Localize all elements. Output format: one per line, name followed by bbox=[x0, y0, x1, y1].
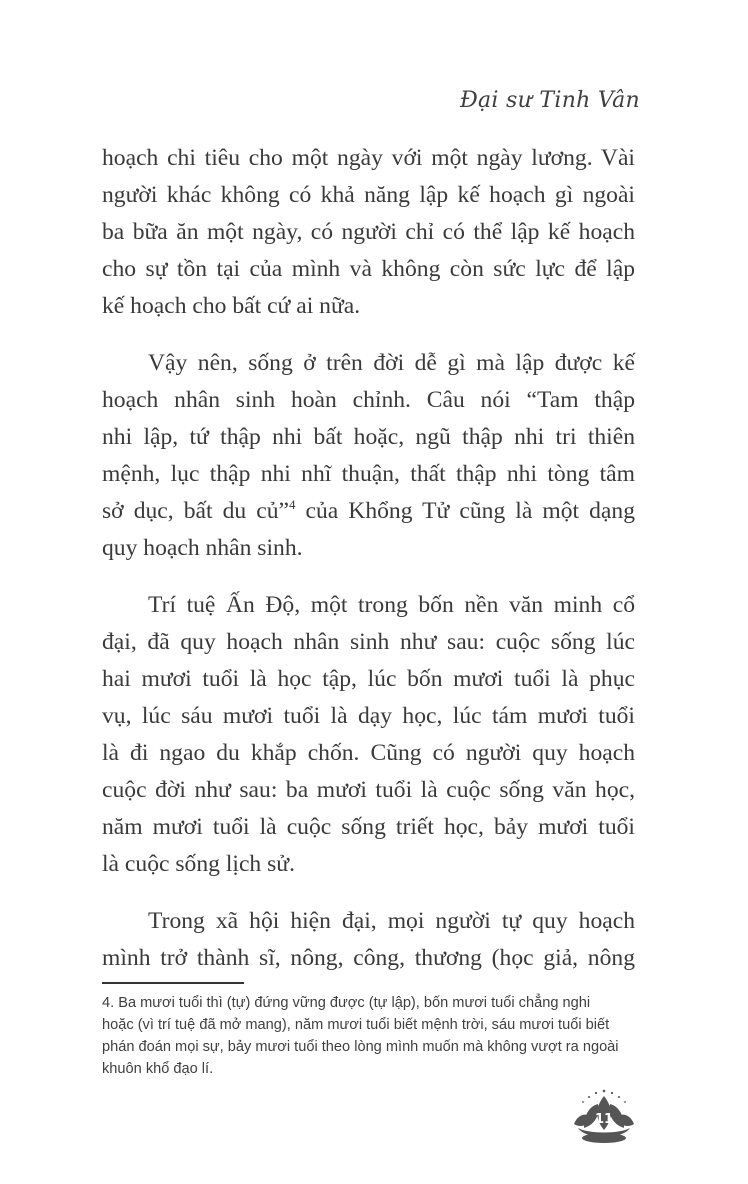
text-line: là cuộc sống lịch sử. bbox=[102, 851, 295, 877]
text-line: hoạch nhân sinh hoàn chỉnh. Câu nói “Tam thập bbox=[102, 387, 635, 413]
text-line: quy hoạch nhân sinh. bbox=[102, 535, 303, 561]
text-line: cho sự tồn tại của mình và không còn sức lực để lập bbox=[102, 256, 635, 282]
footnote-line: 4. Ba mươi tuổi thì (tự) đứng vững được (tự lập), bốn mươi tuổi chẳng nghi bbox=[102, 995, 591, 1011]
paragraph-2 bbox=[102, 345, 635, 567]
text-line: năm mươi tuổi là cuộc sống triết học, bảy mươi tuổi bbox=[102, 814, 635, 840]
text-line: Trí tuệ Ấn Độ, một trong bốn nền văn minh cổ bbox=[148, 592, 635, 618]
text-line: ba bữa ăn một ngày, có người chỉ có thể lập kế hoạch bbox=[102, 219, 635, 245]
footnote-line: khuôn khổ đạo lí. bbox=[102, 1061, 214, 1077]
paragraph-3 bbox=[102, 587, 635, 883]
footnote-line: hoặc (vì trí tuệ đã mở mang), năm mươi tuổi biết mệnh trời, sáu mươi tuổi biết bbox=[102, 1017, 610, 1033]
footnote bbox=[102, 992, 642, 1080]
text-line: người khác không có khả năng lập kế hoạch gì ngoài bbox=[102, 182, 635, 208]
text-line: hoạch chi tiêu cho một ngày với một ngày lương. Vài bbox=[102, 145, 635, 171]
text-line: mệnh, lục thập nhi nhĩ thuận, thất thập nhi tòng tâm bbox=[102, 461, 635, 487]
text-line: mình trở thành sĩ, nông, công, thương (học giả, nông bbox=[102, 945, 635, 971]
running-head: Đại sư Tinh Vân bbox=[459, 88, 640, 113]
footnote-reference: 4 bbox=[288, 497, 296, 513]
text-line: đại, đã quy hoạch nhân sinh như sau: cuộc sống lúc bbox=[102, 629, 635, 655]
paragraph-4 bbox=[102, 903, 635, 977]
footnote-divider bbox=[102, 982, 244, 984]
text-fragment: sở dục, bất du củ” bbox=[102, 498, 289, 524]
text-line: kế hoạch cho bất cứ ai nữa. bbox=[102, 293, 361, 319]
text-line: Trong xã hội hiện đại, mọi người tự quy hoạch bbox=[148, 908, 635, 934]
text-line: vụ, lúc sáu mươi tuổi là dạy học, lúc tám mươi tuổi bbox=[102, 703, 635, 729]
footnote-line: phán đoán mọi sự, bảy mươi tuổi theo lòng mình muốn mà không vượt ra ngoài bbox=[102, 1039, 619, 1055]
text-line: là đi ngao du khắp chốn. Cũng có người quy hoạch bbox=[102, 740, 635, 766]
paragraph-1 bbox=[102, 140, 635, 325]
text-fragment: của Khổng Tử cũng là một dạng bbox=[295, 498, 635, 524]
text-line-with-footnote bbox=[102, 493, 635, 530]
text-line: hai mươi tuổi là học tập, lúc bốn mươi tuổi là phục bbox=[102, 666, 635, 692]
page-number: 11 bbox=[594, 1112, 614, 1127]
text-line: Vậy nên, sống ở trên đời dễ gì mà lập được kế bbox=[148, 350, 635, 376]
text-line: cuộc đời như sau: ba mươi tuổi là cuộc sống văn học, bbox=[102, 777, 635, 803]
text-line: nhi lập, tứ thập nhi bất hoặc, ngũ thập nhi tri thiên bbox=[102, 424, 635, 450]
body-text bbox=[102, 140, 635, 997]
